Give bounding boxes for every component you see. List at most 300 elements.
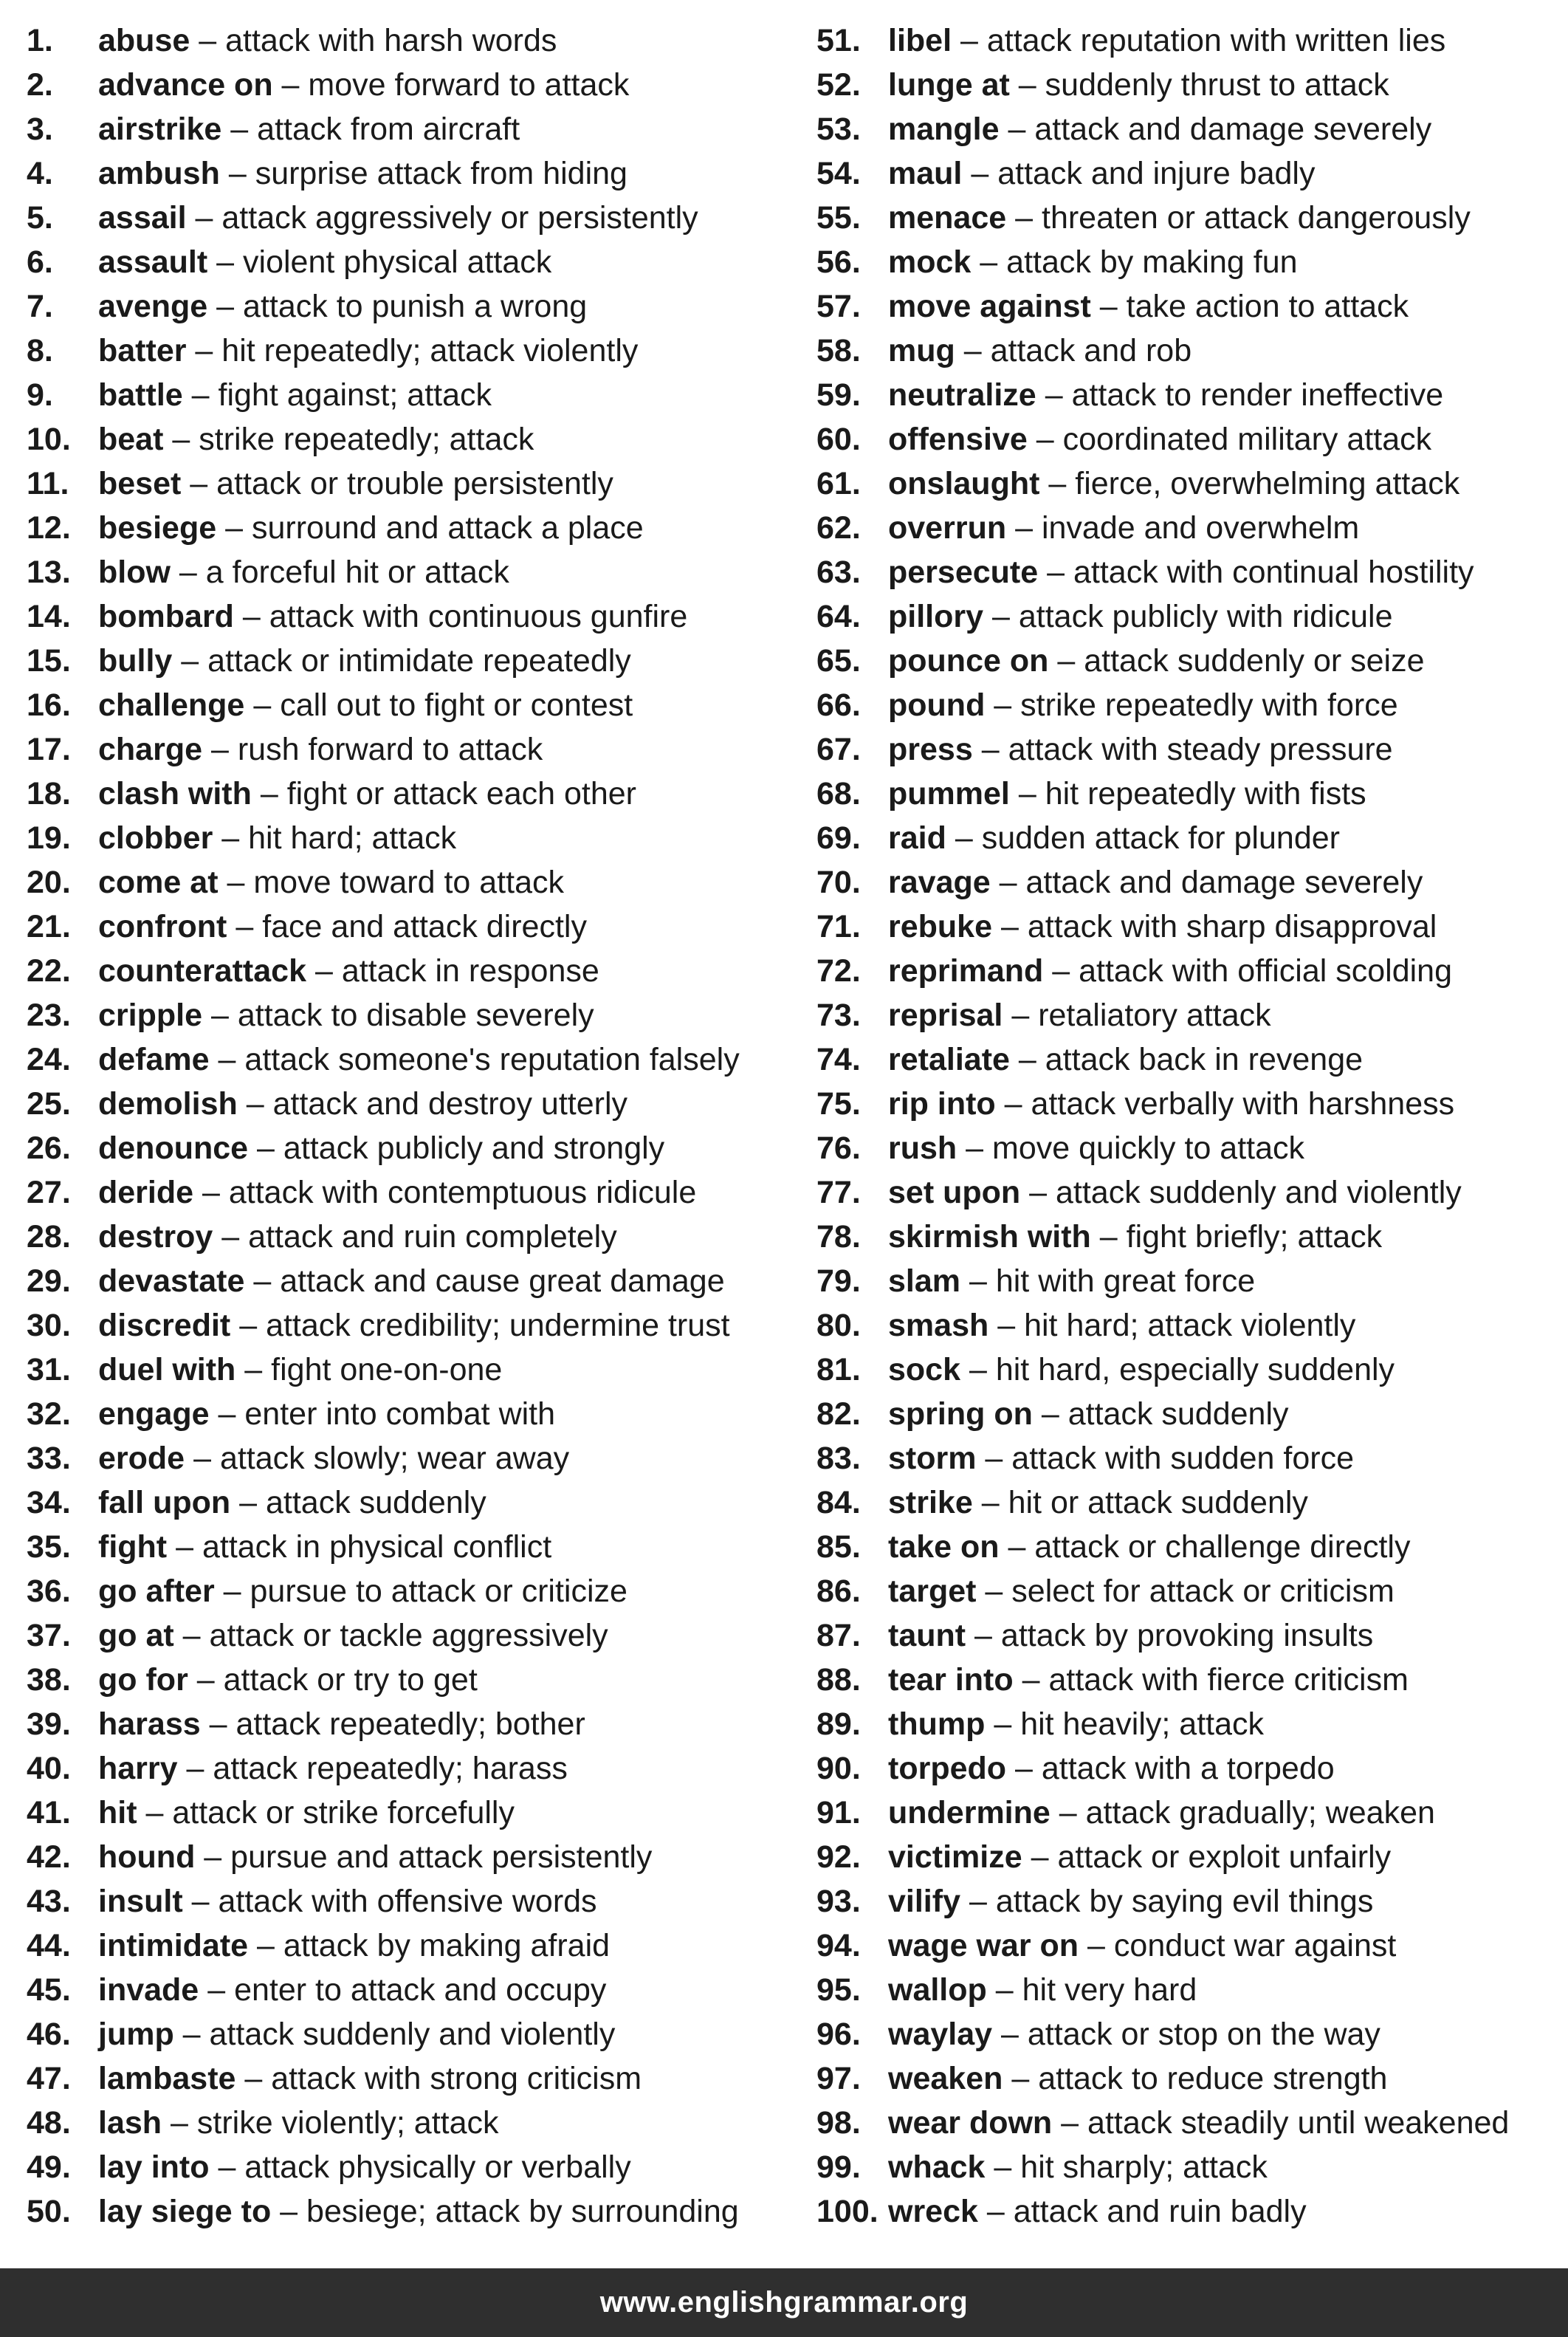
list-item-definition: attack with continual hostility: [1073, 555, 1474, 590]
list-item-term: press: [888, 732, 973, 767]
list-item: [816, 860, 1562, 905]
list-item-text: [888, 18, 1445, 63]
list-item: [27, 63, 802, 107]
list-item: [816, 1348, 1562, 1392]
list-item-number: 38.: [27, 1662, 71, 1698]
list-item-text: [98, 550, 509, 594]
list-item-term: clobber: [98, 820, 213, 856]
list-item-number: 28.: [27, 1219, 71, 1255]
list-item-term: whack: [888, 2149, 986, 2185]
list-item-text: [98, 1968, 606, 2012]
list-item: [27, 1259, 802, 1303]
list-item-definition: attack by saying evil things: [995, 1884, 1374, 1919]
list-item-term: lay into: [98, 2149, 210, 2185]
list-item-text: [98, 860, 564, 905]
list-item-text: [888, 1791, 1435, 1835]
list-item-term: waylay: [888, 2017, 993, 2052]
list-item-text: [888, 506, 1359, 550]
list-item-separator: –: [210, 732, 229, 767]
list-item-text: [888, 1702, 1264, 1746]
list-item-text: [888, 2145, 1268, 2189]
list-item: [27, 949, 802, 993]
list-item-separator: –: [207, 1972, 226, 2008]
list-item-separator: –: [253, 687, 272, 723]
list-item-number: 59.: [816, 377, 861, 413]
list-item: [816, 1702, 1562, 1746]
list-item: [816, 1569, 1562, 1613]
list-item-separator: –: [239, 1308, 258, 1343]
list-item-separator: –: [235, 909, 254, 944]
list-item-separator: –: [980, 244, 998, 280]
list-item-term: defame: [98, 1042, 210, 1077]
list-item-separator: –: [171, 2105, 188, 2141]
list-item: [816, 1259, 1562, 1303]
list-item-number: 69.: [816, 820, 861, 856]
list-item-text: [888, 2012, 1380, 2056]
list-item-number: 16.: [27, 687, 71, 723]
list-item-text: [98, 1082, 627, 1126]
list-item-number: 57.: [816, 289, 861, 324]
list-item-number: 74.: [816, 1042, 861, 1077]
list-item-separator: –: [176, 1529, 193, 1565]
list-item-text: [98, 2012, 615, 2056]
list-item-text: [888, 1259, 1255, 1303]
list-item-definition: hit or attack suddenly: [1008, 1485, 1308, 1520]
list-item-term: besiege: [98, 510, 217, 546]
list-item-number: 30.: [27, 1308, 71, 1343]
list-item-separator: –: [209, 1706, 227, 1742]
list-item-text: [98, 18, 557, 63]
list-item-term: lunge at: [888, 67, 1010, 103]
list-item-definition: attack publicly and strongly: [283, 1130, 665, 1166]
list-item-text: [98, 240, 551, 284]
list-item-separator: –: [995, 1972, 1014, 2008]
list-item-definition: attack back in revenge: [1045, 1042, 1364, 1077]
list-item-text: [888, 639, 1425, 683]
list-item-separator: –: [994, 2149, 1012, 2185]
list-item: [27, 1791, 802, 1835]
list-item-term: undermine: [888, 1795, 1051, 1830]
list-item-text: [98, 993, 594, 1037]
list-item: [27, 2145, 802, 2189]
list-item-term: go for: [98, 1662, 188, 1698]
list-item-definition: attack or exploit unfairly: [1057, 1839, 1392, 1875]
list-item-text: [888, 2189, 1307, 2234]
list-item-number: 23.: [27, 998, 71, 1033]
list-item-text: [98, 196, 698, 240]
list-item-text: [98, 2101, 499, 2145]
list-item-text: [98, 1879, 597, 1924]
list-item-text: [888, 1126, 1304, 1170]
list-item-term: take on: [888, 1529, 1000, 1565]
list-item-separator: –: [186, 1751, 204, 1786]
list-item: [816, 594, 1562, 639]
list-item-term: destroy: [98, 1219, 213, 1255]
list-item-term: smash: [888, 1308, 989, 1343]
list-item-separator: –: [195, 333, 213, 368]
list-item-definition: attack repeatedly; harass: [213, 1751, 568, 1786]
list-item-separator: –: [969, 1884, 987, 1919]
list-item-number: 66.: [816, 687, 861, 723]
list-item: [27, 2189, 802, 2234]
list-item-separator: –: [228, 156, 247, 191]
list-item-number: 29.: [27, 1263, 71, 1299]
list-item-separator: –: [1059, 1795, 1077, 1830]
list-item-definition: move toward to attack: [253, 865, 564, 900]
list-item-term: fight: [98, 1529, 168, 1565]
list-item-definition: pursue and attack persistently: [230, 1839, 653, 1875]
list-item-separator: –: [955, 820, 973, 856]
list-item: [816, 1392, 1562, 1436]
list-item: [27, 1215, 802, 1259]
list-item-text: [98, 506, 644, 550]
list-item-text: [98, 284, 587, 329]
list-item-term: overrun: [888, 510, 1007, 546]
list-item-text: [98, 639, 631, 683]
list-item-text: [888, 1215, 1382, 1259]
list-item-separator: –: [223, 1574, 241, 1609]
list-item: [816, 1436, 1562, 1480]
list-item-number: 31.: [27, 1352, 71, 1387]
list-item-number: 100.: [816, 2194, 878, 2229]
list-item-number: 20.: [27, 865, 71, 900]
list-item-term: beset: [98, 466, 182, 501]
list-item-separator: –: [230, 111, 249, 147]
list-item-separator: –: [218, 1396, 236, 1432]
list-item-number: 4.: [27, 156, 53, 191]
list-item-text: [98, 1348, 502, 1392]
list-item-text: [888, 860, 1423, 905]
list-item-separator: –: [257, 1928, 275, 1963]
list-item-separator: –: [1001, 2017, 1019, 2052]
list-item-number: 96.: [816, 2017, 861, 2052]
list-item-separator: –: [981, 732, 1000, 767]
list-item-term: battle: [98, 377, 183, 413]
list-item-term: move against: [888, 289, 1091, 324]
list-item-text: [98, 1480, 486, 1525]
list-item-term: pillory: [888, 599, 984, 634]
list-item-definition: attack with official scolding: [1079, 953, 1453, 989]
list-item-separator: –: [216, 244, 235, 280]
list-item-text: [888, 1968, 1197, 2012]
list-item-number: 42.: [27, 1839, 71, 1875]
list-item-definition: attack someone's reputation falsely: [244, 1042, 740, 1077]
list-item-number: 84.: [816, 1485, 861, 1520]
list-item: [816, 1082, 1562, 1126]
list-item: [816, 1613, 1562, 1658]
footer-website-url: www.englishgrammar.org: [599, 2286, 969, 2319]
list-item-number: 54.: [816, 156, 861, 191]
list-item-separator: –: [244, 1352, 263, 1387]
list-item-definition: attack suddenly and violently: [209, 2017, 616, 2052]
list-item-term: menace: [888, 200, 1007, 236]
list-item-definition: attack by making afraid: [283, 1928, 611, 1963]
list-item-text: [888, 1613, 1373, 1658]
list-item-number: 98.: [816, 2105, 861, 2141]
list-item-number: 58.: [816, 333, 861, 368]
list-item-definition: attack with sharp disapproval: [1027, 909, 1437, 944]
list-item-separator: –: [216, 289, 235, 324]
list-item: [27, 639, 802, 683]
list-item-separator: –: [218, 2149, 236, 2185]
list-item-separator: –: [172, 422, 190, 457]
list-item-definition: fierce, overwhelming attack: [1075, 466, 1460, 501]
list-item-definition: call out to fight or contest: [280, 687, 633, 723]
footer-bar: [0, 2268, 1568, 2337]
list-item-separator: –: [314, 953, 333, 989]
list-item-definition: hit hard, especially suddenly: [995, 1352, 1395, 1387]
list-item-number: 37.: [27, 1618, 71, 1653]
list-item: [27, 1037, 802, 1082]
list-item-term: harass: [98, 1706, 201, 1742]
list-item-separator: –: [1015, 510, 1033, 546]
list-item-text: [888, 329, 1192, 373]
list-item-separator: –: [1008, 111, 1026, 147]
list-item-definition: rush forward to attack: [237, 732, 543, 767]
list-item-separator: –: [1099, 1219, 1118, 1255]
list-item-number: 81.: [816, 1352, 861, 1387]
list-item-definition: retaliatory attack: [1038, 998, 1271, 1033]
list-item-text: [98, 727, 543, 772]
list-item-separator: –: [218, 1042, 236, 1077]
list-item-separator: –: [991, 599, 1010, 634]
list-item: [816, 2012, 1562, 2056]
list-item: [816, 949, 1562, 993]
list-item-definition: attack credibility; undermine trust: [266, 1308, 730, 1343]
list-item-number: 82.: [816, 1396, 861, 1432]
list-item-text: [888, 1303, 1355, 1348]
list-item-number: 79.: [816, 1263, 861, 1299]
list-item-number: 25.: [27, 1086, 71, 1122]
list-item-definition: attack to punish a wrong: [243, 289, 588, 324]
list-item-separator: –: [981, 1485, 1000, 1520]
list-item-number: 50.: [27, 2194, 71, 2229]
list-item-number: 68.: [816, 776, 861, 811]
list-item-term: deride: [98, 1175, 194, 1210]
list-item-term: set upon: [888, 1175, 1021, 1210]
list-item-term: avenge: [98, 289, 208, 324]
list-item-definition: attack from aircraft: [257, 111, 520, 147]
list-item-text: [98, 1525, 551, 1569]
list-item-number: 80.: [816, 1308, 861, 1343]
list-item: [27, 506, 802, 550]
list-item-separator: –: [182, 1618, 201, 1653]
list-item-text: [98, 1835, 652, 1879]
list-item: [816, 2056, 1562, 2101]
list-item-definition: attack to reduce strength: [1038, 2061, 1388, 2096]
list-item-text: [98, 2189, 739, 2234]
list-item-number: 41.: [27, 1795, 71, 1830]
list-item-number: 47.: [27, 2061, 71, 2096]
list-item-term: pounce on: [888, 643, 1049, 679]
list-item-number: 91.: [816, 1795, 861, 1830]
list-item-term: cripple: [98, 998, 202, 1033]
list-item-text: [98, 1170, 696, 1215]
list-item-separator: –: [1036, 422, 1054, 457]
list-item-term: raid: [888, 820, 946, 856]
list-item-separator: –: [193, 1441, 211, 1476]
list-item: [27, 816, 802, 860]
list-item-separator: –: [244, 2061, 263, 2096]
list-item: [27, 1303, 802, 1348]
list-item-text: [98, 329, 638, 373]
list-item-separator: –: [280, 2194, 298, 2229]
list-item-number: 18.: [27, 776, 71, 811]
list-item: [27, 107, 802, 151]
list-item-definition: attack by making fun: [1006, 244, 1298, 280]
list-item-text: [98, 949, 599, 993]
list-item-text: [888, 196, 1471, 240]
list-item: [27, 284, 802, 329]
list-item: [816, 1215, 1562, 1259]
list-item-separator: –: [191, 1884, 210, 1919]
list-item: [816, 329, 1562, 373]
list-item-term: wear down: [888, 2105, 1053, 2141]
list-item-definition: attack suddenly and violently: [1056, 1175, 1462, 1210]
list-item-term: airstrike: [98, 111, 222, 147]
list-item-definition: fight against; attack: [218, 377, 492, 413]
list-item-definition: coordinated military attack: [1062, 422, 1432, 457]
list-item-definition: attack steadily until weakened: [1087, 2105, 1510, 2141]
list-item: [816, 639, 1562, 683]
list-item-term: thump: [888, 1706, 986, 1742]
list-item-definition: select for attack or criticism: [1011, 1574, 1395, 1609]
list-item-definition: attack with sudden force: [1011, 1441, 1354, 1476]
list-item-number: 53.: [816, 111, 861, 147]
list-item-definition: hit hard; attack violently: [1024, 1308, 1356, 1343]
list-item-separator: –: [242, 599, 261, 634]
list-item-text: [888, 1348, 1395, 1392]
list-item: [27, 550, 802, 594]
list-item-text: [888, 417, 1431, 461]
list-item-definition: attack and damage severely: [1034, 111, 1432, 147]
list-item-definition: attack to disable severely: [237, 998, 594, 1033]
list-item-number: 11.: [27, 466, 69, 501]
list-item: [816, 1924, 1562, 1968]
list-item-number: 8.: [27, 333, 53, 368]
list-item-term: torpedo: [888, 1751, 1007, 1786]
list-item-text: [98, 417, 534, 461]
list-item-term: weaken: [888, 2061, 1003, 2096]
list-item-definition: pursue to attack or criticize: [250, 1574, 627, 1609]
list-item-separator: –: [1011, 998, 1030, 1033]
list-item-text: [888, 772, 1366, 816]
list-item-term: batter: [98, 333, 187, 368]
list-item-term: mangle: [888, 111, 1000, 147]
list-item-text: [98, 1791, 515, 1835]
list-item-separator: –: [1041, 1396, 1059, 1432]
list-item-separator: –: [210, 998, 229, 1033]
list-item-definition: move forward to attack: [308, 67, 630, 103]
list-item-term: assault: [98, 244, 208, 280]
list-item-separator: –: [1029, 1175, 1048, 1210]
list-item-number: 24.: [27, 1042, 71, 1077]
list-item-separator: –: [225, 510, 244, 546]
list-item-definition: attack with strong criticism: [271, 2061, 642, 2096]
list-item-separator: –: [1018, 1042, 1036, 1077]
list-item-term: neutralize: [888, 377, 1036, 413]
list-item-text: [888, 1170, 1462, 1215]
list-item-separator: –: [221, 1219, 240, 1255]
list-item-definition: attack with contemptuous ridicule: [228, 1175, 697, 1210]
list-item-term: wallop: [888, 1972, 987, 2008]
list-item-text: [98, 1303, 730, 1348]
list-item-number: 33.: [27, 1441, 71, 1476]
list-item-text: [98, 816, 456, 860]
list-item-term: maul: [888, 156, 963, 191]
list-item-number: 9.: [27, 377, 53, 413]
list-item-number: 39.: [27, 1706, 71, 1742]
list-item-number: 63.: [816, 555, 861, 590]
list-item: [27, 1348, 802, 1392]
list-item-separator: –: [179, 555, 197, 590]
list-item-text: [888, 2056, 1387, 2101]
list-item-text: [888, 151, 1315, 196]
list-item-term: rip into: [888, 1086, 996, 1122]
list-item-text: [98, 1392, 555, 1436]
list-item-separator: –: [181, 643, 199, 679]
list-item-number: 19.: [27, 820, 71, 856]
list-item: [816, 816, 1562, 860]
list-item-number: 32.: [27, 1396, 71, 1432]
list-item-definition: threaten or attack dangerously: [1042, 200, 1471, 236]
list-item-term: mug: [888, 333, 955, 368]
list-item-text: [888, 1879, 1373, 1924]
list-item-term: devastate: [98, 1263, 245, 1299]
list-item-definition: attack with a torpedo: [1041, 1751, 1335, 1786]
list-item-separator: –: [145, 1795, 164, 1830]
list-item: [27, 373, 802, 417]
list-item-separator: –: [999, 865, 1017, 900]
list-item-text: [888, 727, 1393, 772]
list-item-definition: attack suddenly: [265, 1485, 486, 1520]
list-item-term: victimize: [888, 1839, 1022, 1875]
list-item-number: 67.: [816, 732, 861, 767]
list-item-number: 46.: [27, 2017, 71, 2052]
list-item: [816, 240, 1562, 284]
list-item-definition: face and attack directly: [262, 909, 587, 944]
list-item-term: advance on: [98, 67, 273, 103]
list-item-separator: –: [1000, 909, 1019, 944]
list-item-text: [888, 1480, 1308, 1525]
list-item-number: 1.: [27, 23, 53, 58]
list-item-number: 99.: [816, 2149, 861, 2185]
list-item-definition: attack or stop on the way: [1027, 2017, 1380, 2052]
list-item-term: storm: [888, 1441, 977, 1476]
list-item-term: lash: [98, 2105, 162, 2141]
list-item-text: [98, 461, 613, 506]
list-item-separator: –: [190, 466, 208, 501]
list-item-term: lambaste: [98, 2061, 236, 2096]
list-item-text: [888, 1392, 1289, 1436]
list-item-definition: attack suddenly or seize: [1084, 643, 1425, 679]
list-item-separator: –: [221, 820, 240, 856]
list-item-definition: attack and damage severely: [1025, 865, 1423, 900]
list-item-text: [98, 594, 687, 639]
list-item-number: 40.: [27, 1751, 71, 1786]
list-item-definition: move quickly to attack: [992, 1130, 1305, 1166]
list-item-term: confront: [98, 909, 227, 944]
list-item-definition: enter to attack and occupy: [234, 1972, 607, 2008]
list-item-number: 12.: [27, 510, 71, 546]
list-item-number: 62.: [816, 510, 861, 546]
list-item-term: bully: [98, 643, 173, 679]
list-item-number: 26.: [27, 1130, 71, 1166]
list-item-number: 10.: [27, 422, 71, 457]
list-item-definition: attack physically or verbally: [244, 2149, 631, 2185]
list-item: [27, 18, 802, 63]
list-item-separator: –: [227, 865, 245, 900]
